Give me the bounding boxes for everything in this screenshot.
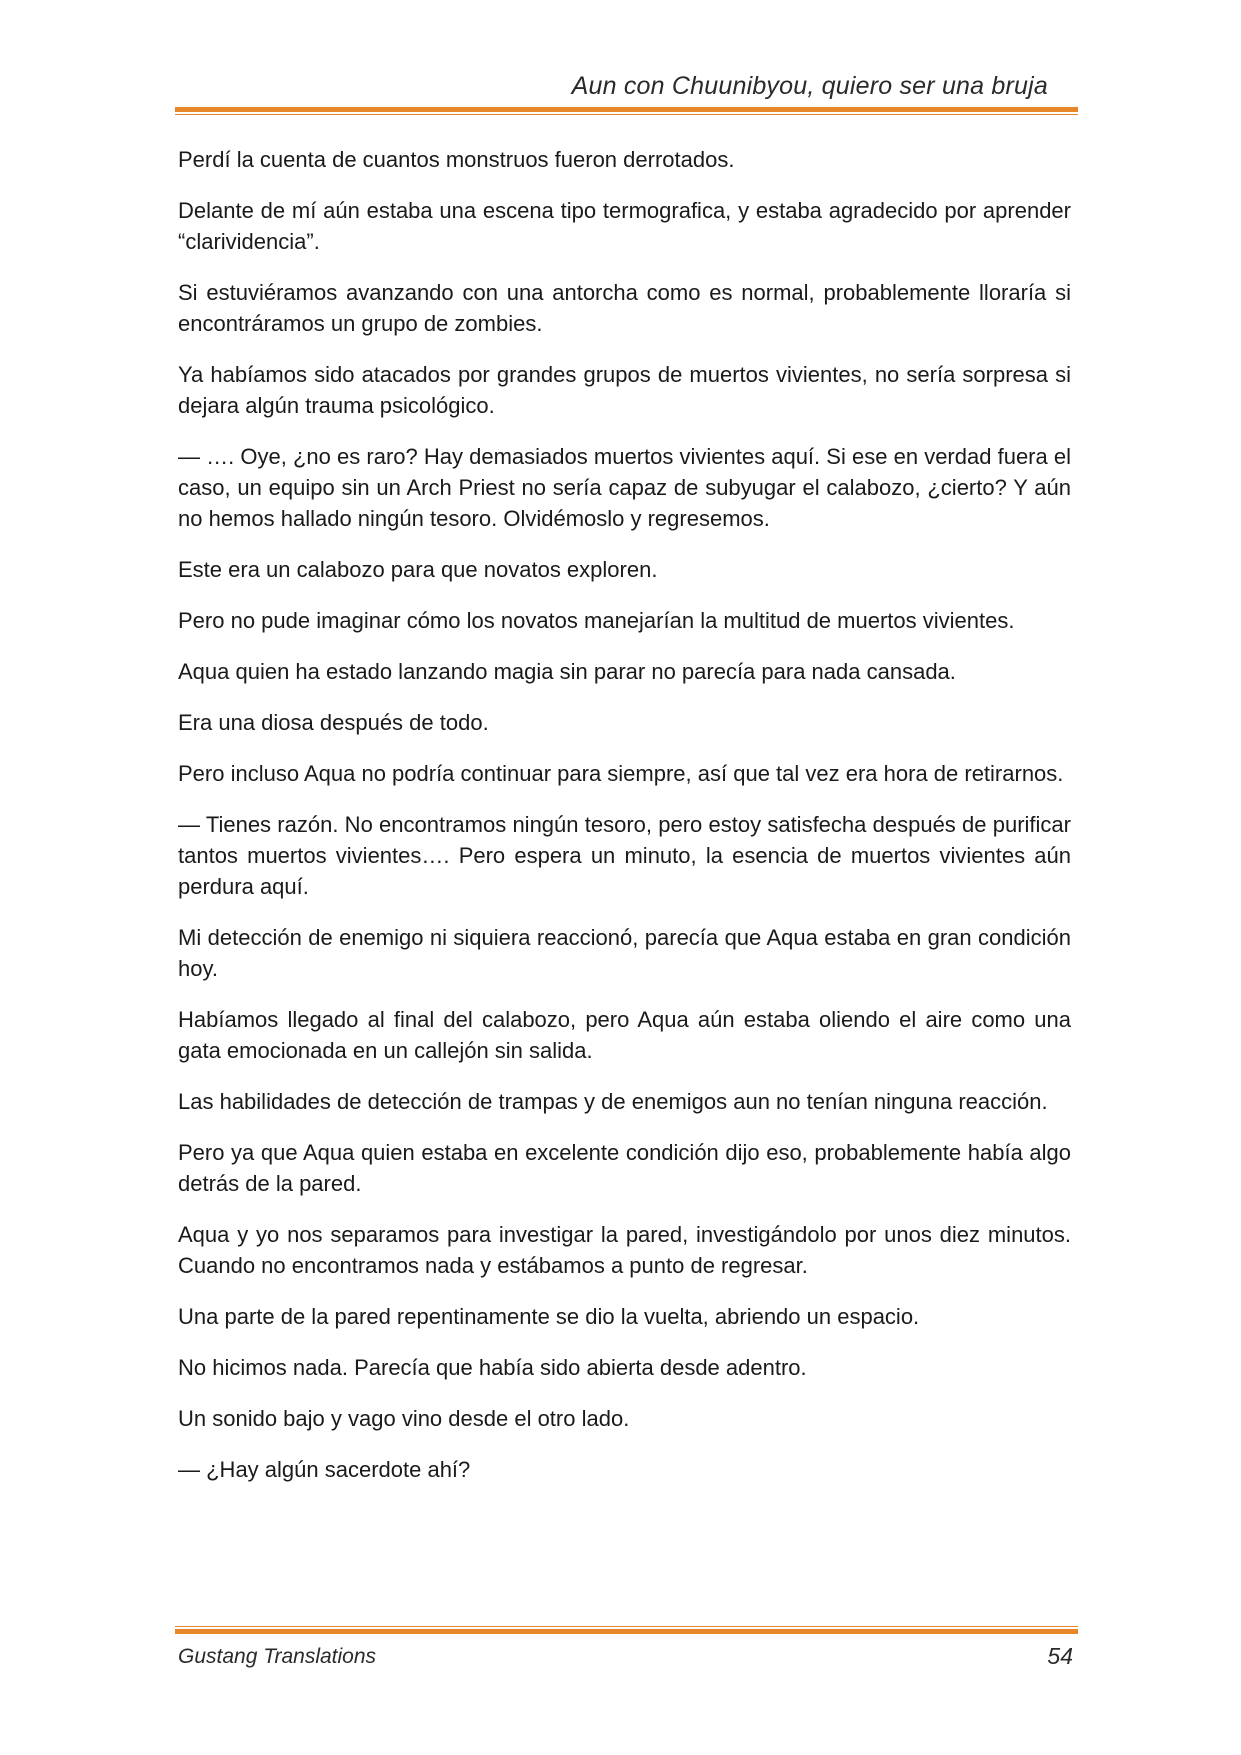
paragraph: Pero incluso Aqua no podría continuar para siempre, así que tal vez era hora de retirarnos.: [178, 761, 1064, 786]
body-text: [178, 144, 1071, 1505]
paragraph: Aqua quien ha estado lanzando magia sin parar no parecía para nada cansada.: [178, 659, 956, 684]
dialogue-paragraph: — …. Oye, ¿no es raro? Hay demasiados muertos vivientes aquí. Si ese en verdad fuera el caso, un equipo sin un Arch Priest no sería capaz de subyugar el calabozo, ¿cierto? Y aún no hemos hallado ningún tesoro. Olvidémoslo y regresemos.: [178, 444, 1071, 531]
paragraph: Una parte de la pared repentinamente se dio la vuelta, abriendo un espacio.: [178, 1304, 920, 1329]
paragraph: Habíamos llegado al final del calabozo, pero Aqua aún estaba oliendo el aire como una gata emocionada en un callejón sin salida.: [178, 1007, 1071, 1063]
paragraph: Era una diosa después de todo.: [178, 710, 489, 735]
paragraph: Un sonido bajo y vago vino desde el otro lado.: [178, 1406, 630, 1431]
header-rule: [175, 107, 1078, 115]
paragraph: Perdí la cuenta de cuantos monstruos fueron derrotados.: [178, 147, 735, 172]
paragraph: Pero no pude imaginar cómo los novatos manejarían la multitud de muertos vivientes.: [178, 608, 1015, 633]
header-rule-thin: [175, 114, 1078, 115]
paragraph: Ya habíamos sido atacados por grandes grupos de muertos vivientes, no sería sorpresa si dejara algún trauma psicológico.: [178, 362, 1071, 418]
footer-rule-thin: [175, 1626, 1078, 1627]
footer-rule-thick: [175, 1629, 1078, 1634]
footer-rule: [175, 1626, 1078, 1634]
paragraph: Mi detección de enemigo ni siquiera reaccionó, parecía que Aqua estaba en gran condición hoy.: [178, 925, 1071, 981]
paragraph: Delante de mí aún estaba una escena tipo termografica, y estaba agradecido por aprender “clarividencia”.: [178, 198, 1071, 254]
paragraph: Las habilidades de detección de trampas y de enemigos aun no tenían ninguna reacción.: [178, 1089, 1048, 1114]
header-rule-thick: [175, 107, 1078, 112]
paragraph: Pero ya que Aqua quien estaba en excelente condición dijo eso, probablemente había algo detrás de la pared.: [178, 1140, 1071, 1196]
paragraph: Este era un calabozo para que novatos exploren.: [178, 557, 658, 582]
footer-publisher: Gustang Translations: [178, 1645, 377, 1668]
paragraph: Si estuviéramos avanzando con una antorcha como es normal, probablemente lloraría si encontráramos un grupo de zombies.: [178, 280, 1071, 336]
dialogue-paragraph: — Tienes razón. No encontramos ningún tesoro, pero estoy satisfecha después de purificar tantos muertos vivientes…. Pero espera un minuto, la esencia de muertos vivientes aún perdura aquí.: [178, 812, 1071, 899]
paragraph: Aqua y yo nos separamos para investigar la pared, investigándolo por unos diez minutos. Cuando no encontramos nada y estábamos a punto de regresar.: [178, 1222, 1071, 1278]
dialogue-paragraph: — ¿Hay algún sacerdote ahí?: [178, 1457, 471, 1482]
running-header-title: Aun con Chuunibyou, quiero ser una bruja: [571, 72, 1048, 100]
page-number: 54: [1047, 1643, 1073, 1669]
paragraph: No hicimos nada. Parecía que había sido abierta desde adentro.: [178, 1355, 807, 1380]
